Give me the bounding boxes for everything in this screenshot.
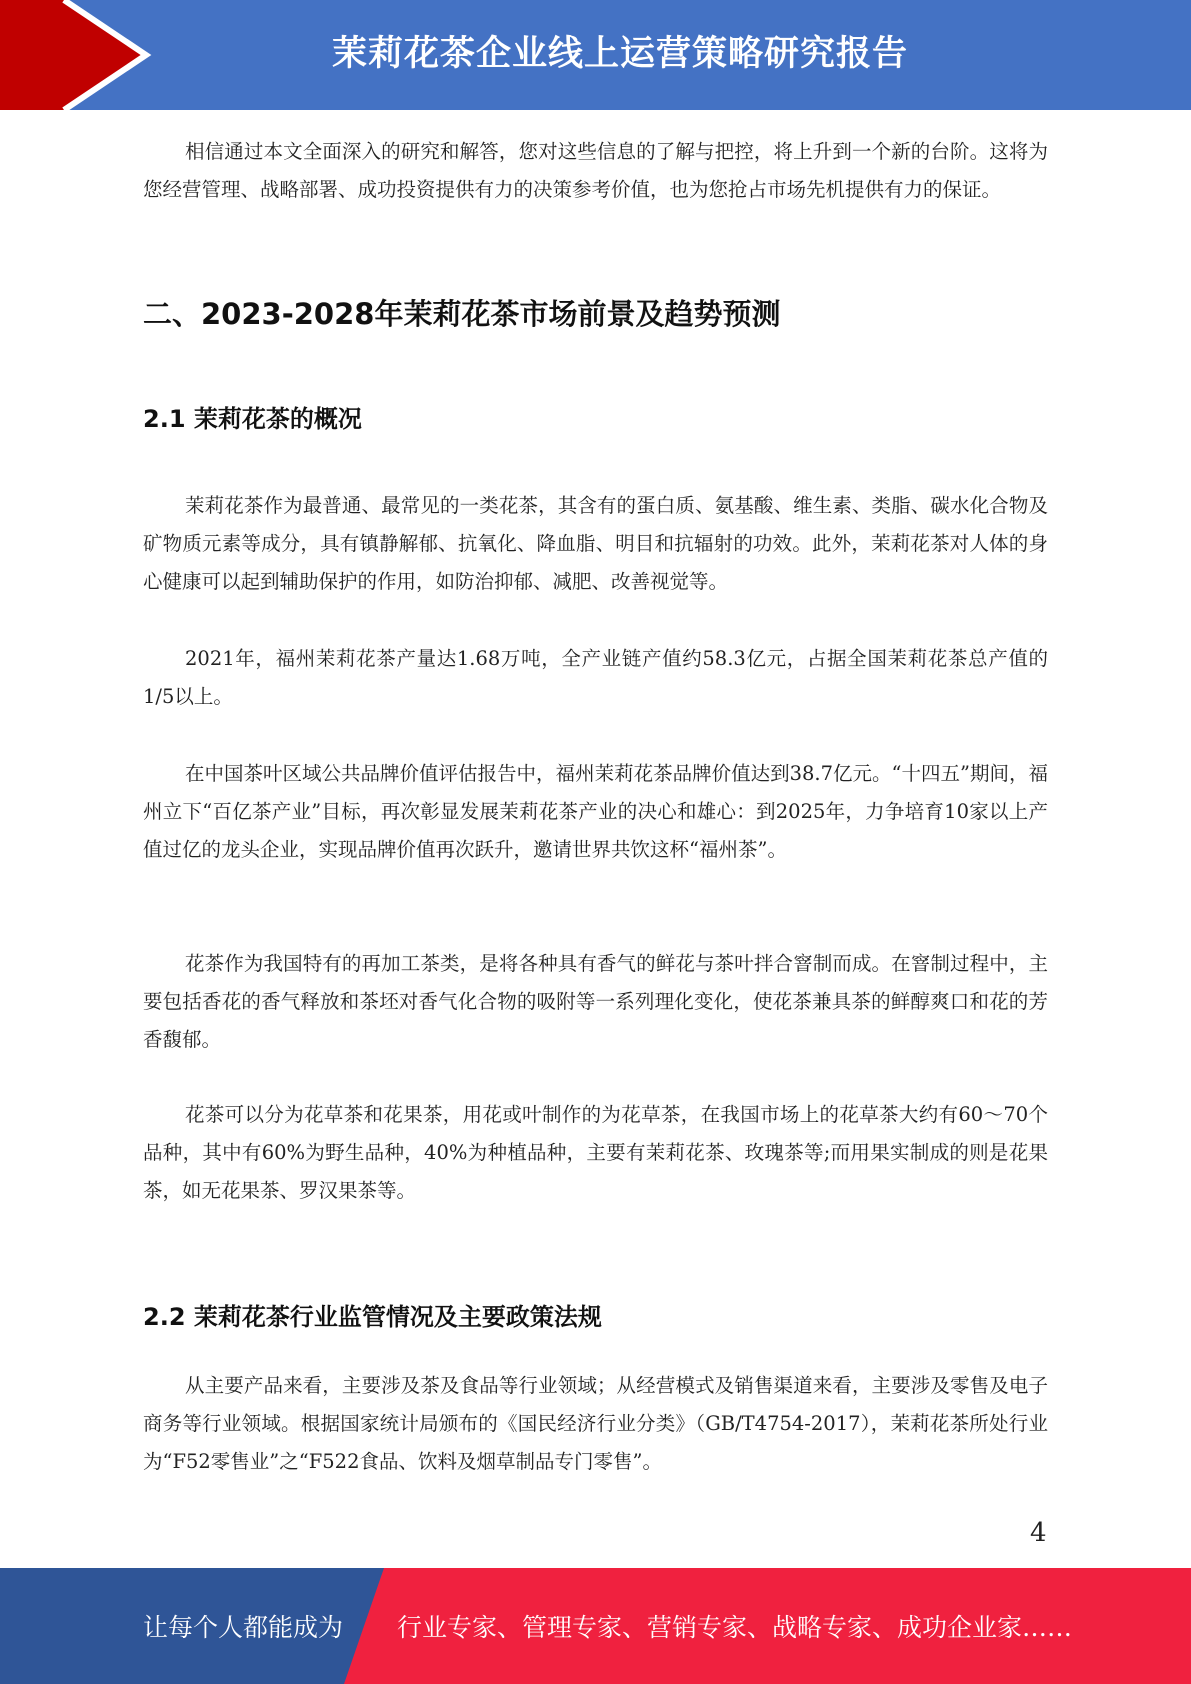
- footer-slogan-right: 行业专家、管理专家、营销专家、战略专家、成功企业家……: [397, 1613, 1073, 1642]
- header-title: 茉莉花茶企业线上运营策略研究报告: [331, 34, 908, 74]
- paragraph-tea-categories: 花茶可以分为花草茶和花果茶，用花或叶制作的为花草茶，在我国市场上的花草茶大约有60～70个品种，其中有60%为野生品种，40%为种植品种，主要有茉莉花茶、玫瑰茶等;而用果实制成的则是花果茶，如无花果茶、罗汉果茶等。: [143, 1103, 1048, 1202]
- page-header: [0, 0, 1191, 110]
- footer-slogan-left: 让每个人都能成为: [143, 1613, 344, 1642]
- paragraph-jasmine-overview: 茉莉花茶作为最普通、最常见的一类花茶，其含有的蛋白质、氨基酸、维生素、类脂、碳水化合物及矿物质元素等成分，具有镇静解郁、抗氧化、降血脂、明目和抗辐射的功效。此外，茉莉花茶对人体的身心健康可以起到辅助保护的作用，如防治抑郁、减肥、改善视觉等。: [143, 494, 1048, 593]
- section-2-1-heading: 2.1 茉莉花茶的概况: [143, 405, 362, 433]
- page-number: 4: [1030, 1518, 1047, 1548]
- paragraph-fuzhou-output: 2021年，福州茉莉花茶产量达1.68万吨，全产业链产值约58.3亿元，占据全国茉莉花茶总产值的1/5以上。: [143, 647, 1048, 708]
- paragraph-regulation: 从主要产品来看，主要涉及茶及食品等行业领域；从经营模式及销售渠道来看，主要涉及零售及电子商务等行业领域。根据国家统计局颁布的《国民经济行业分类》（GB/T4754-2017），茉莉花茶所处行业为“F52零售业”之“F522食品、饮料及烟草制品专门零售”。: [143, 1374, 1048, 1473]
- section-2-2-heading: 2.2 茉莉花茶行业监管情况及主要政策法规: [143, 1303, 602, 1331]
- paragraph-scented-tea-process: 花茶作为我国特有的再加工茶类，是将各种具有香气的鲜花与茶叶拌合窨制而成。在窨制过程中，主要包括香花的香气释放和茶坯对香气化合物的吸附等一系列理化变化，使花茶兼具茶的鲜醇爽口和花的芳香馥郁。: [143, 952, 1048, 1051]
- intro-paragraph: 相信通过本文全面深入的研究和解答，您对这些信息的了解与把控，将上升到一个新的台阶。这将为您经营管理、战略部署、成功投资提供有力的决策参考价值，也为您抢占市场先机提供有力的保证。: [143, 140, 1048, 201]
- page-footer: [0, 1568, 1191, 1684]
- section-2-heading: 二、2023-2028年茉莉花茶市场前景及趋势预测: [143, 297, 781, 331]
- paragraph-brand-value: 在中国茶叶区域公共品牌价值评估报告中，福州茉莉花茶品牌价值达到38.7亿元。“十四五”期间，福州立下“百亿茶产业”目标，再次彰显发展茉莉花茶产业的决心和雄心：到2025年，力争培育10家以上产值过亿的龙头企业，实现品牌价值再次跃升，邀请世界共饮这杯“福州茶”。: [143, 762, 1048, 861]
